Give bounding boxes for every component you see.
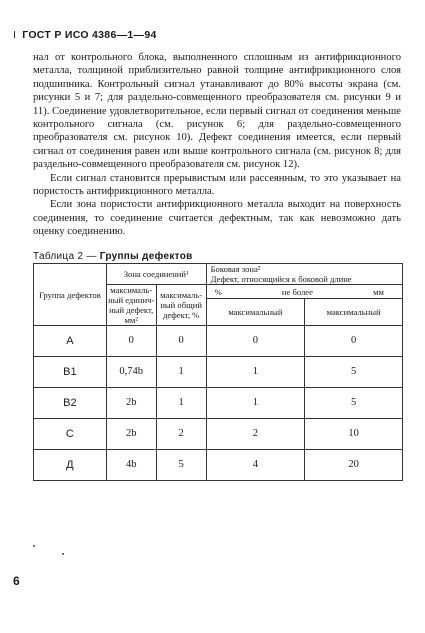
table-row: [34, 357, 403, 388]
header-max-b: максимальный: [305, 299, 403, 326]
cell-max-total: 5: [156, 450, 206, 481]
cell-side-pct: 2: [206, 419, 305, 450]
cell-side-pct: 1: [206, 357, 305, 388]
scan-speck: [33, 545, 35, 547]
cell-max-total: 1: [156, 357, 206, 388]
cell-side-mm: 10: [305, 419, 403, 450]
standard-title: ГОСТ Р ИСО 4386—1—94: [22, 29, 157, 41]
cell-group: С: [34, 419, 107, 450]
cell-max-total: 0: [156, 326, 206, 357]
table-row: [34, 326, 403, 357]
table-row: [34, 450, 403, 481]
cell-max-total: 1: [156, 388, 206, 419]
header-max-a: максимальный: [206, 299, 305, 326]
unit-not-more: не более: [281, 286, 313, 297]
cell-max-single: 4b: [106, 450, 156, 481]
unit-mm: мм: [373, 286, 384, 297]
table-row: [34, 419, 403, 450]
cell-side-mm: 5: [305, 357, 403, 388]
table-row: [34, 388, 403, 419]
scan-speck: [62, 553, 64, 555]
header-max-single: максималь-ный единич-ный дефект, мм²: [108, 285, 155, 325]
unit-percent: %: [214, 286, 222, 297]
table-caption-title: Группы дефектов: [99, 251, 193, 262]
table-caption-prefix: Таблица 2 —: [33, 251, 97, 262]
cell-side-pct: 0: [206, 326, 305, 357]
cell-side-mm: 0: [305, 326, 403, 357]
cell-group: Д: [34, 450, 107, 481]
header-side-zone-sub: Дефект, относящийся к боковой длине: [210, 274, 352, 284]
table-caption: [33, 251, 193, 262]
cell-group: В2: [34, 388, 107, 419]
cell-max-single: 2b: [106, 388, 156, 419]
cell-group: В1: [34, 357, 107, 388]
header-zone-joint: Зона соединений¹: [106, 264, 206, 285]
header-side-zone: [206, 264, 402, 285]
paragraph: Если зона пористости антифрикционного металла выходит на поверхность соединения, то соединение считается дефектным, так как невозможно дать оценку соединению.: [33, 199, 401, 238]
cell-max-single: 2b: [106, 419, 156, 450]
cell-max-total: 2: [156, 419, 206, 450]
header-group: Группа дефектов: [34, 264, 107, 326]
cell-max-single: 0: [106, 326, 156, 357]
margin-mark: I: [13, 29, 17, 41]
defect-groups-table: [33, 263, 403, 481]
cell-max-single: 0,74b: [106, 357, 156, 388]
header-side-zone-title: Боковая зона²: [210, 264, 261, 274]
header-max-total: максималь-ный общий дефект, %: [156, 285, 206, 326]
body-text: [33, 51, 401, 239]
document-header: [13, 29, 157, 41]
page-number: 6: [13, 574, 20, 588]
paragraph: Если сигнал становится прерывистым или рассеянным, то это указывает на пористость антифрикционного металла.: [33, 172, 401, 198]
cell-side-pct: 4: [206, 450, 305, 481]
cell-side-mm: 5: [305, 388, 403, 419]
cell-group: А: [34, 326, 107, 357]
cell-side-mm: 20: [305, 450, 403, 481]
header-units: [206, 285, 402, 299]
paragraph: нал от контрольного блока, выполненного сплошным из антифрикционного металла, толщиной приблизительно равной толщине антифрикционного слоя подшипника. Контрольный сигнал утанавливают до 80% высоты экрана (см. рисунки 5 и 7; для раздельно-совмещенного преобразователя см. рисунки 9 и 11). Соединение удовлетворительное, если первый сигнал от соединения меньше контрольного сигнала (см. рисунок 6; для раздельно-совмещенного преобразователя см. рисунок 10). Дефект соединения имеется, если первый сигнал от соединения равен или выше контрольного сигнала (см. рисунок 8; для раздельно-совмещенного преобразователя см. рисунок 12).: [33, 52, 401, 171]
cell-side-pct: 1: [206, 388, 305, 419]
